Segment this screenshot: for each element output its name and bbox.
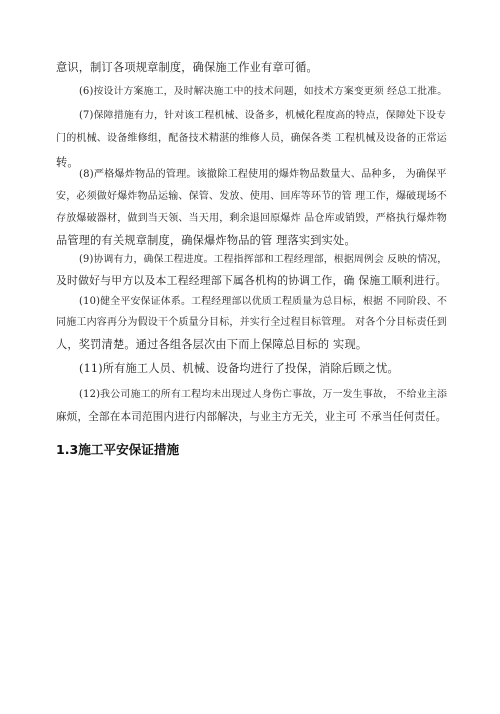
section-heading: 1.3施工平安保证措施 [56, 442, 180, 457]
paragraph-line: 意识，制订各项规章制度，确保施工作业有章可循。 [56, 61, 318, 74]
paragraph-line: (6)按设计方案施工，及时解决施工中的技术问题，如技术方案变更须 经总工批准。 [79, 86, 448, 97]
paragraph-line: (10)健全平安保证体系。工程经理部以优质工程质量为总目标，根据 不同阶段、不 [79, 296, 448, 307]
paragraph-line: 同施工内容再分为假设干个质量分目标，并实行全过程目标管理。 对各个分目标责任到 [56, 317, 447, 328]
paragraph-line: 品管理的有关规章制度，确保爆炸物品的管 理落实到实处。 [56, 234, 356, 247]
paragraph-line: (11)所有施工人员、机械、设备均进行了投保，消除后顾之忧。 [79, 362, 399, 375]
paragraph-line: 存放爆破器材，做到当天领、当天用，剩余退回原爆炸 品仓库或销毁，严格执行爆炸物 [56, 213, 447, 224]
paragraph-line: 人，奖罚清楚。通过各组各层次由下而上保障总目标的 实现。 [56, 338, 368, 351]
paragraph-line: 麻烦，全部在本司范围内进行内部解决，与业主方无关，业主可 不承当任何责任。 [56, 411, 447, 423]
paragraph-line: 及时做好与甲方以及本工程经理部下属各机构的协调工作，确 保施工顺利进行。 [56, 274, 447, 287]
paragraph-line: (8)严格爆炸物品的管理。该撤除工程使用的爆炸物品数量大、品种多， 为确保平 [79, 169, 447, 180]
paragraph-line: (12)我公司施工的所有工程均未出现过人身伤亡事故，万一发生事故， 不给业主添 [79, 389, 448, 400]
paragraph-line: 安，必须做好爆炸物品运输、保管、发放、使用、回库等环节的管 理工作，爆破现场不 [56, 191, 447, 202]
paragraph-line: 门的机械、设备维修组，配备技术精湛的维修人员，确保各类 工程机械及设备的正常运 [56, 133, 447, 144]
paragraph-line: 转。 [56, 156, 79, 169]
paragraph-line: (9)协调有力，确保工程进度。工程指挥部和工程经理部，根据周例会 反映的情况， [79, 254, 448, 265]
paragraph-line: (7)保障措施有力，针对该工程机械、设备多，机械化程度高的特点，保障处下设专 [79, 110, 447, 121]
